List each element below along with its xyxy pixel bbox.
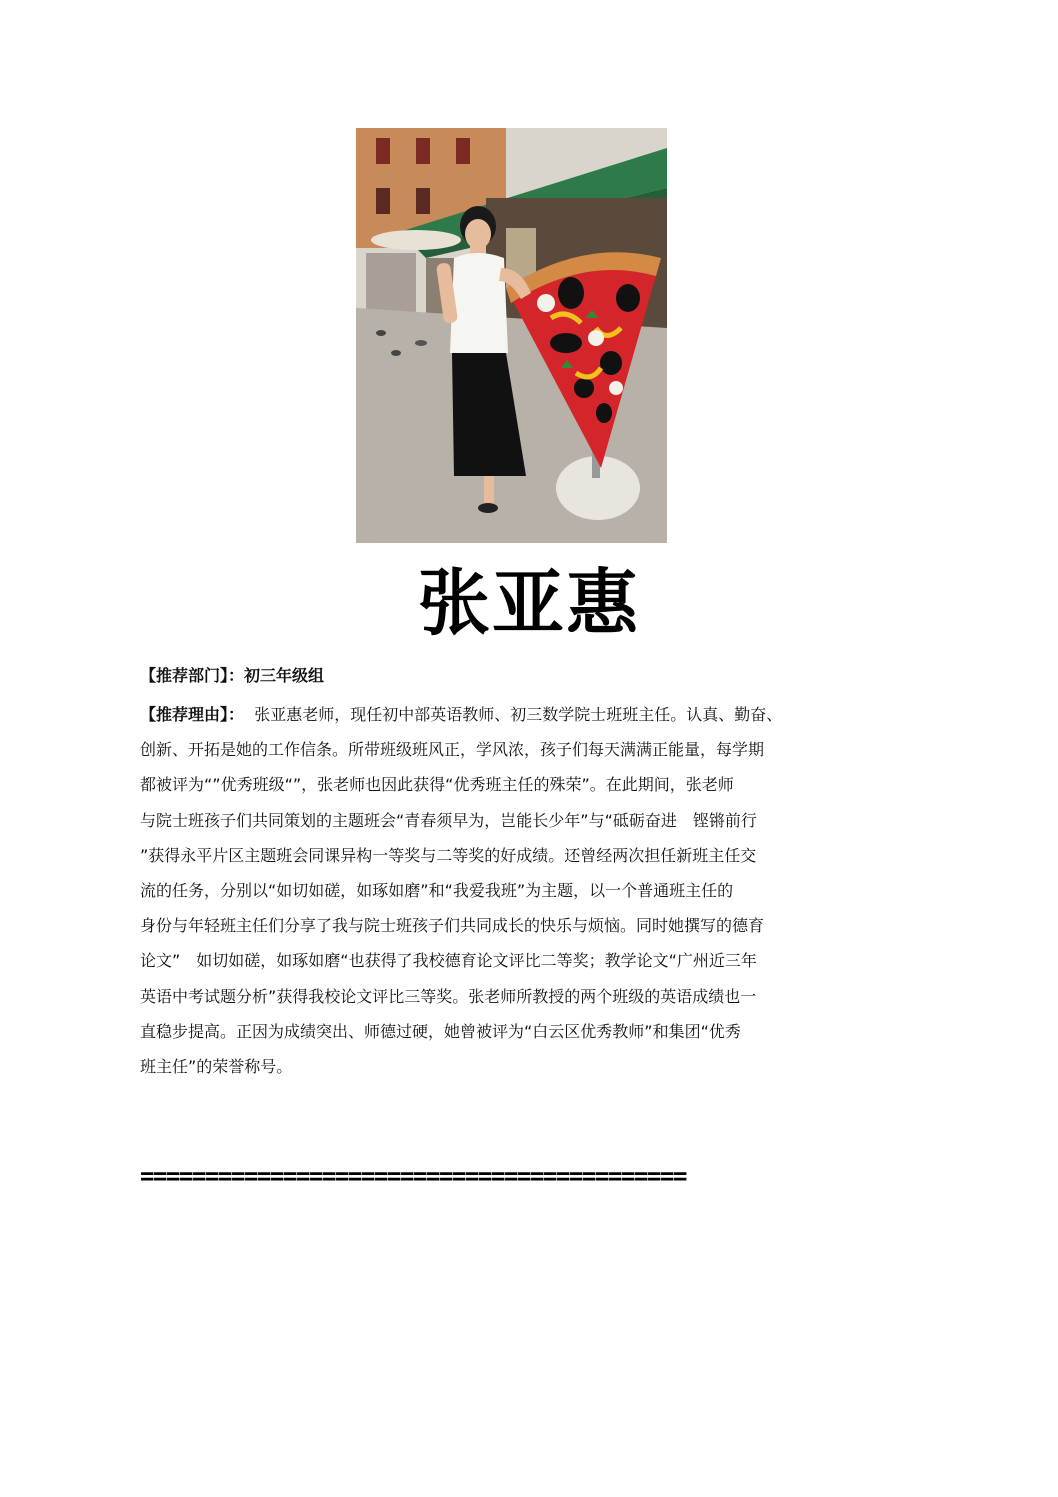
reason-text: 张亚惠老师，现任初中部英语教师、初三数学院士班班主任。认真、勤奋、 — [254, 705, 783, 724]
reason-line: 直稳步提高。正因为成绩突出、师德过硬，她曾被评为“白云区优秀教师”和集团“优秀 — [140, 1021, 741, 1041]
department-label: 【推荐部门】： — [140, 666, 245, 685]
reason-line: ”获得永平片区主题班会同课异构一等奖与二等奖的好成绩。还曾经两次担任新班主任交 — [140, 845, 757, 865]
reason-line: 流的任务，分别以“如切如磋，如琢如磨”和“我爱我班”为主题，以一个普通班主任的 — [140, 880, 734, 900]
reason-line: 英语中考试题分析”获得我校论文评比三等奖。张老师所教授的两个班级的英语成绩也一 — [140, 986, 757, 1006]
department-value: 初三年级组 — [244, 666, 325, 685]
reason-line: 身份与年轻班主任们分享了我与院士班孩子们共同成长的快乐与烦恼。同时她撰写的德育 — [140, 916, 765, 936]
reason-label: 【推荐理由】： — [140, 705, 245, 724]
divider-line: ========================================== — [140, 1162, 686, 1190]
reason-line: 创新、开拓是她的工作信条。所带班级班风正，学风浓，孩子们每天满满正能量，每学期 — [140, 740, 765, 760]
department-row — [140, 664, 324, 688]
reason-line: 与院士班孩子们共同策划的主题班会“青春须早为，岂能长少年”与“砥砺奋进 铿锵前行 — [140, 810, 757, 830]
reason-line-1 — [140, 703, 900, 738]
person-name: 张亚惠 — [417, 560, 640, 645]
reason-line: 班主任”的荣誉称号。 — [140, 1056, 293, 1076]
portrait-photo — [356, 128, 667, 543]
reason-line: 都被评为“”优秀班级“”，张老师也因此获得“优秀班主任的殊荣”。在此期间，张老师 — [140, 775, 734, 795]
recommendation-reason — [140, 703, 900, 1090]
reason-line: 论文” 如切如磋，如琢如磨“也获得了我校德育论文评比二等奖；教学论文“广州近三年 — [140, 951, 757, 971]
